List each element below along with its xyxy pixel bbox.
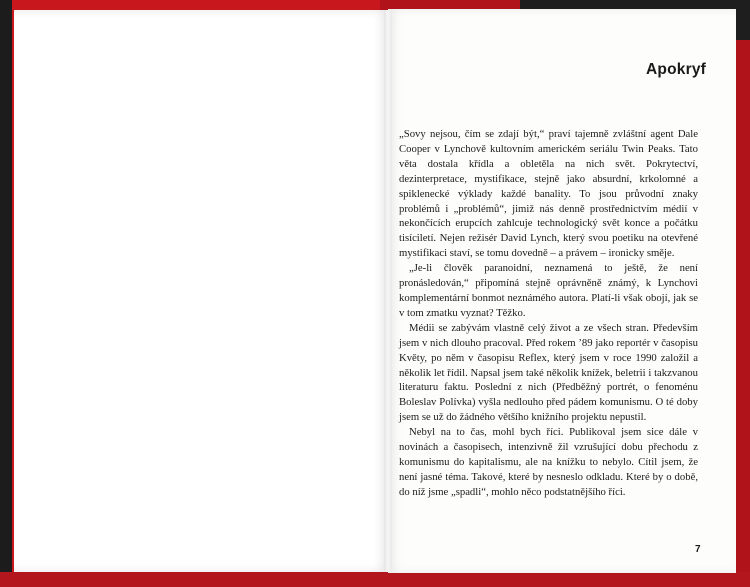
paragraph: „Je-li člověk paranoidní, neznamená to ještě, že není pronásledován,“ připomíná stejně oprávněně známý, k Lynchovi komplementární bonmot neznámého autora. Platí-li však obojí, jak se v tom zmatku vyznat? Těžko.	[399, 262, 698, 319]
cover-left-edge	[0, 0, 12, 587]
paragraph: Nebyl na to čas, mohl bych říci. Publikoval jsem sice dále v novinách a časopisech, intenzivně žil vzrušující dobu přechodu z komunismu do kapitalismu, ale na knížku to nebylo. Cítil jsem, že není jasné téma. Takové, které by nesneslo odkladu. Které by o době, do níž jsme „spadli“, mohlo něco podstatnějšího říci.	[399, 426, 698, 498]
body-text	[399, 127, 698, 500]
paragraph: Médii se zabývám vlastně celý život a ze všech stran. Především jsem v nich dlouho pracoval. Před rokem ’89 jako reportér v časopisu Květy, po něm v časopisu Reflex, který jsem v roce 1990 založil a několik let řídil. Napsal jsem také několik knížek, beletrii i takzvanou literaturu faktu. Poslední z nich (Předběžný portrét, o fenoménu Boleslav Polívka) vyšla nedlouho před pádem komunismu. O té doby jsem se už do žádného většího knižního projektu nepustil.	[399, 321, 698, 424]
chapter-title: Apokryf	[646, 61, 706, 78]
book-gutter	[384, 10, 392, 572]
page-number: 7	[695, 544, 701, 555]
cover-bottom	[0, 572, 750, 587]
paragraph: „Sovy nejsou, čím se zdají být,“ praví tajemně zvláštní agent Dale Cooper v Lynchově kultovním americkém seriálu Twin Peaks. Tato věta dostala křídla a obletěla na nich svět. Pokrytectví, dezinterpretace, mystifikace, stejně jako absurdní, krkolomné a spiklenecké výklady každé banality. To jsou průvodní znaky problémů i „problémů“, jimiž nás denně prostřednictvím médií v nekončících erupcích zahlcuje technologický svět konce a počátku tisíciletí. Nejen režisér David Lynch, který svou poetiku na otevřené mystifikaci staví, se tomu dovedně – a právem – ironicky směje.	[399, 128, 698, 260]
left-page	[14, 10, 388, 572]
